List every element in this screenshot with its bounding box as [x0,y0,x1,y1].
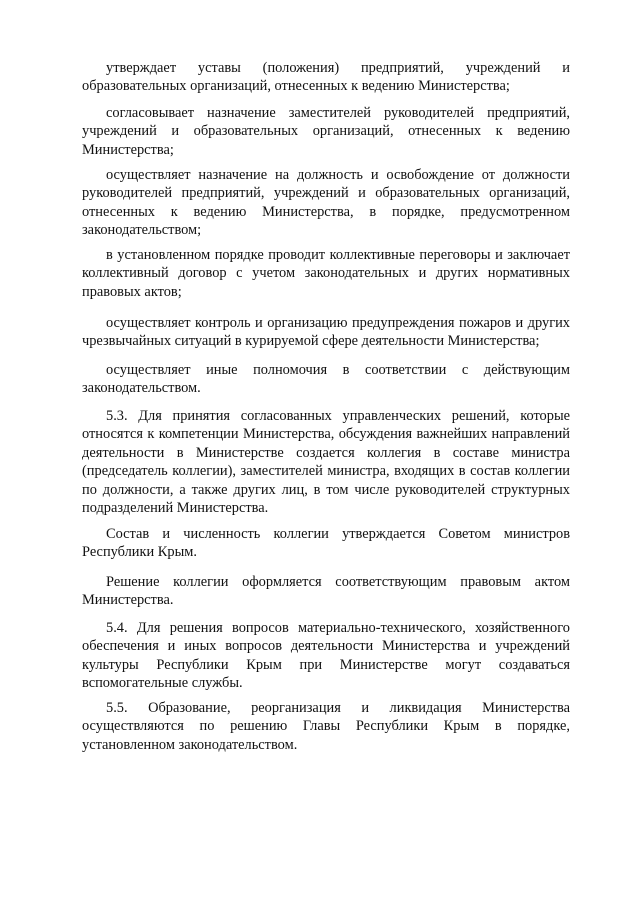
text-line: осуществляет назначение на должность и освобождение от должности [106,167,570,183]
text-line: относятся к компетенции Министерства, обсуждения важнейших направлений [82,426,570,443]
text-line: образовательных организаций, отнесенных к ведению Министерства; [82,78,510,95]
text-line: Министерства. [82,592,174,609]
text-line: 5.5. Образование, реорганизация и ликвидация Министерства [106,700,570,716]
text-line: по должности, а также других лиц, в том числе руководителей структурных [82,481,570,498]
text-line: установленном законодательством. [82,736,298,753]
text-line: Состав и численность коллегии утверждается Советом министров [106,526,570,542]
text-line: коллективный договор с учетом законодательных и других нормативных [82,265,570,282]
text-line: правовых актов; [82,283,182,300]
paragraph [82,314,570,351]
text-line: законодательством. [82,380,201,397]
text-line: утверждает уставы (положения) предприятий, учреждений и [106,60,570,76]
paragraph [82,407,570,517]
paragraph [82,699,570,754]
text-line: осуществляются по решению Главы Республики Крым в порядке, [82,718,570,735]
text-line: законодательством; [82,222,202,239]
paragraph [82,525,570,562]
paragraph [82,166,570,240]
text-line: руководителей предприятий, учреждений и образовательных организаций, [82,185,570,202]
text-line: подразделений Министерства. [82,499,269,516]
text-line: Республики Крым. [82,544,197,561]
text-line: обеспечения и иных вопросов деятельности Министерства и учреждений [82,638,570,655]
text-line: 5.3. Для принятия согласованных управленческих решений, которые [106,408,570,424]
text-line: (председатель коллегии), заместителей министра, входящих в состав коллегии [82,463,570,480]
paragraph [82,59,570,96]
paragraph [82,619,570,693]
text-line: Решение коллегии оформляется соответствующим правовым актом [106,574,570,590]
paragraph [82,104,570,159]
text-line: отнесенных к ведению Министерства, в порядке, предусмотренном [82,203,570,220]
text-line: осуществляет иные полномочия в соответствии с действующим [106,362,570,378]
text-line: культуры Республики Крым при Министерстве могут создаваться [82,656,570,673]
text-line: осуществляет контроль и организацию предупреждения пожаров и других [106,315,570,331]
text-line: чрезвычайных ситуаций в курируемой сфере деятельности Министерства; [82,333,540,350]
text-line: Министерства; [82,141,174,158]
text-line: учреждений и образовательных организаций, отнесенных к ведению [82,123,570,140]
text-line: согласовывает назначение заместителей руководителей предприятий, [106,105,570,121]
text-line: деятельности в Министерстве создается коллегия в составе министра [82,444,570,461]
text-line: вспомогательные службы. [82,675,243,692]
paragraph [82,246,570,301]
text-line: в установленном порядке проводит коллективные переговоры и заключает [106,247,570,263]
paragraph [82,361,570,398]
text-line: 5.4. Для решения вопросов материально-технического, хозяйственного [106,620,570,636]
paragraph [82,573,570,610]
